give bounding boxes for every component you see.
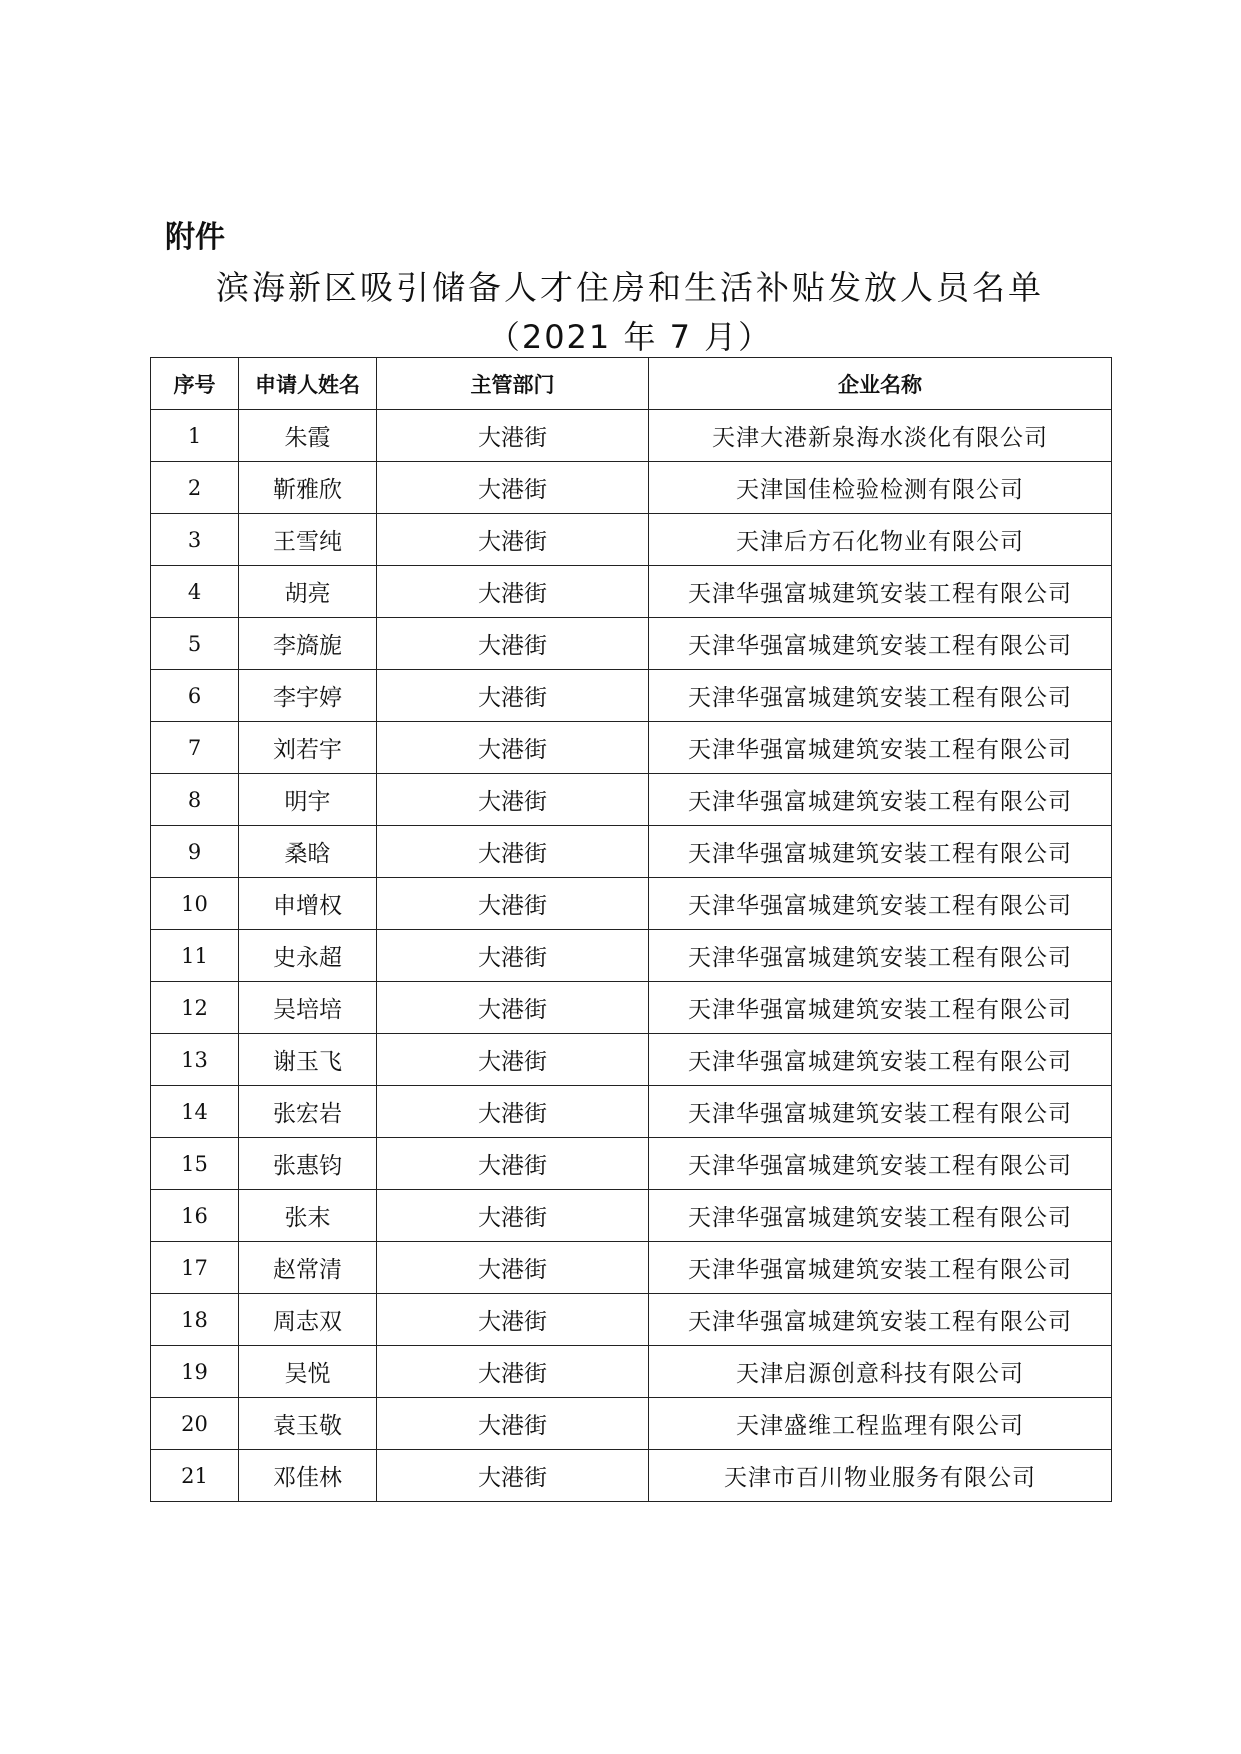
cell-department: 大港街 <box>377 1034 649 1086</box>
cell-company: 天津华强富城建筑安装工程有限公司 <box>649 566 1112 618</box>
cell-applicant-name: 张末 <box>239 1190 377 1242</box>
table-row <box>151 982 1112 1034</box>
cell-company: 天津后方石化物业有限公司 <box>649 514 1112 566</box>
cell-no: 13 <box>151 1034 239 1086</box>
cell-no: 3 <box>151 514 239 566</box>
cell-department: 大港街 <box>377 722 649 774</box>
cell-company: 天津华强富城建筑安装工程有限公司 <box>649 1086 1112 1138</box>
cell-no: 8 <box>151 774 239 826</box>
cell-applicant-name: 周志双 <box>239 1294 377 1346</box>
cell-department: 大港街 <box>377 1398 649 1450</box>
table-row <box>151 722 1112 774</box>
table-row <box>151 878 1112 930</box>
cell-department: 大港街 <box>377 618 649 670</box>
cell-applicant-name: 王雪纯 <box>239 514 377 566</box>
cell-no: 16 <box>151 1190 239 1242</box>
table-row <box>151 1138 1112 1190</box>
cell-applicant-name: 明宇 <box>239 774 377 826</box>
cell-department: 大港街 <box>377 514 649 566</box>
table-row <box>151 1034 1112 1086</box>
document-subtitle: （2021 年 7 月） <box>487 318 773 356</box>
cell-no: 11 <box>151 930 239 982</box>
cell-applicant-name: 史永超 <box>239 930 377 982</box>
table-row <box>151 1086 1112 1138</box>
cell-applicant-name: 袁玉敬 <box>239 1398 377 1450</box>
cell-company: 天津大港新泉海水淡化有限公司 <box>649 410 1112 462</box>
cell-applicant-name: 谢玉飞 <box>239 1034 377 1086</box>
cell-department: 大港街 <box>377 982 649 1034</box>
cell-no: 20 <box>151 1398 239 1450</box>
cell-applicant-name: 朱霞 <box>239 410 377 462</box>
table-row <box>151 618 1112 670</box>
cell-company: 天津启源创意科技有限公司 <box>649 1346 1112 1398</box>
cell-applicant-name: 李宇婷 <box>239 670 377 722</box>
cell-department: 大港街 <box>377 930 649 982</box>
cell-applicant-name: 桑晗 <box>239 826 377 878</box>
cell-no: 7 <box>151 722 239 774</box>
cell-applicant-name: 张宏岩 <box>239 1086 377 1138</box>
table-row <box>151 930 1112 982</box>
cell-company: 天津华强富城建筑安装工程有限公司 <box>649 1138 1112 1190</box>
cell-applicant-name: 吴培培 <box>239 982 377 1034</box>
cell-department: 大港街 <box>377 1450 649 1502</box>
cell-department: 大港街 <box>377 462 649 514</box>
cell-no: 21 <box>151 1450 239 1502</box>
cell-company: 天津华强富城建筑安装工程有限公司 <box>649 826 1112 878</box>
cell-applicant-name: 张惠钧 <box>239 1138 377 1190</box>
column-header-name: 申请人姓名 <box>239 358 377 410</box>
document-title: 滨海新区吸引储备人才住房和生活补贴发放人员名单 <box>216 268 1044 307</box>
cell-department: 大港街 <box>377 826 649 878</box>
cell-company: 天津华强富城建筑安装工程有限公司 <box>649 774 1112 826</box>
cell-company: 天津华强富城建筑安装工程有限公司 <box>649 618 1112 670</box>
cell-applicant-name: 刘若宇 <box>239 722 377 774</box>
cell-applicant-name: 吴悦 <box>239 1346 377 1398</box>
table-row <box>151 1398 1112 1450</box>
cell-no: 15 <box>151 1138 239 1190</box>
cell-no: 12 <box>151 982 239 1034</box>
cell-no: 9 <box>151 826 239 878</box>
cell-department: 大港街 <box>377 410 649 462</box>
cell-company: 天津华强富城建筑安装工程有限公司 <box>649 930 1112 982</box>
cell-department: 大港街 <box>377 1190 649 1242</box>
cell-applicant-name: 李旖旎 <box>239 618 377 670</box>
cell-applicant-name: 申增权 <box>239 878 377 930</box>
cell-no: 1 <box>151 410 239 462</box>
cell-company: 天津国佳检验检测有限公司 <box>649 462 1112 514</box>
table-row <box>151 1242 1112 1294</box>
table-row <box>151 774 1112 826</box>
cell-applicant-name: 靳雅欣 <box>239 462 377 514</box>
table-row <box>151 1450 1112 1502</box>
table-row <box>151 514 1112 566</box>
cell-department: 大港街 <box>377 1346 649 1398</box>
cell-no: 10 <box>151 878 239 930</box>
cell-applicant-name: 胡亮 <box>239 566 377 618</box>
column-header-company: 企业名称 <box>649 358 1112 410</box>
cell-company: 天津华强富城建筑安装工程有限公司 <box>649 982 1112 1034</box>
cell-department: 大港街 <box>377 1242 649 1294</box>
cell-company: 天津盛维工程监理有限公司 <box>649 1398 1112 1450</box>
cell-department: 大港街 <box>377 878 649 930</box>
cell-department: 大港街 <box>377 1294 649 1346</box>
cell-no: 14 <box>151 1086 239 1138</box>
table-header-row <box>151 358 1112 410</box>
table-row <box>151 566 1112 618</box>
table-row <box>151 826 1112 878</box>
cell-no: 4 <box>151 566 239 618</box>
table-row <box>151 462 1112 514</box>
cell-no: 17 <box>151 1242 239 1294</box>
cell-applicant-name: 邓佳林 <box>239 1450 377 1502</box>
table-row <box>151 410 1112 462</box>
table-row <box>151 670 1112 722</box>
subsidy-recipient-table <box>150 357 1112 1502</box>
cell-no: 5 <box>151 618 239 670</box>
cell-department: 大港街 <box>377 774 649 826</box>
cell-company: 天津华强富城建筑安装工程有限公司 <box>649 1294 1112 1346</box>
cell-department: 大港街 <box>377 566 649 618</box>
column-header-no: 序号 <box>151 358 239 410</box>
table-row <box>151 1294 1112 1346</box>
cell-company: 天津华强富城建筑安装工程有限公司 <box>649 722 1112 774</box>
attachment-label: 附件 <box>165 220 225 255</box>
table-row <box>151 1346 1112 1398</box>
cell-no: 2 <box>151 462 239 514</box>
cell-company: 天津华强富城建筑安装工程有限公司 <box>649 670 1112 722</box>
cell-no: 18 <box>151 1294 239 1346</box>
cell-no: 6 <box>151 670 239 722</box>
cell-company: 天津华强富城建筑安装工程有限公司 <box>649 1242 1112 1294</box>
table-row <box>151 1190 1112 1242</box>
cell-applicant-name: 赵常清 <box>239 1242 377 1294</box>
cell-no: 19 <box>151 1346 239 1398</box>
table-body <box>151 410 1112 1502</box>
cell-department: 大港街 <box>377 670 649 722</box>
cell-company: 天津市百川物业服务有限公司 <box>649 1450 1112 1502</box>
cell-company: 天津华强富城建筑安装工程有限公司 <box>649 1034 1112 1086</box>
cell-department: 大港街 <box>377 1086 649 1138</box>
cell-company: 天津华强富城建筑安装工程有限公司 <box>649 878 1112 930</box>
cell-department: 大港街 <box>377 1138 649 1190</box>
column-header-dept: 主管部门 <box>377 358 649 410</box>
cell-company: 天津华强富城建筑安装工程有限公司 <box>649 1190 1112 1242</box>
